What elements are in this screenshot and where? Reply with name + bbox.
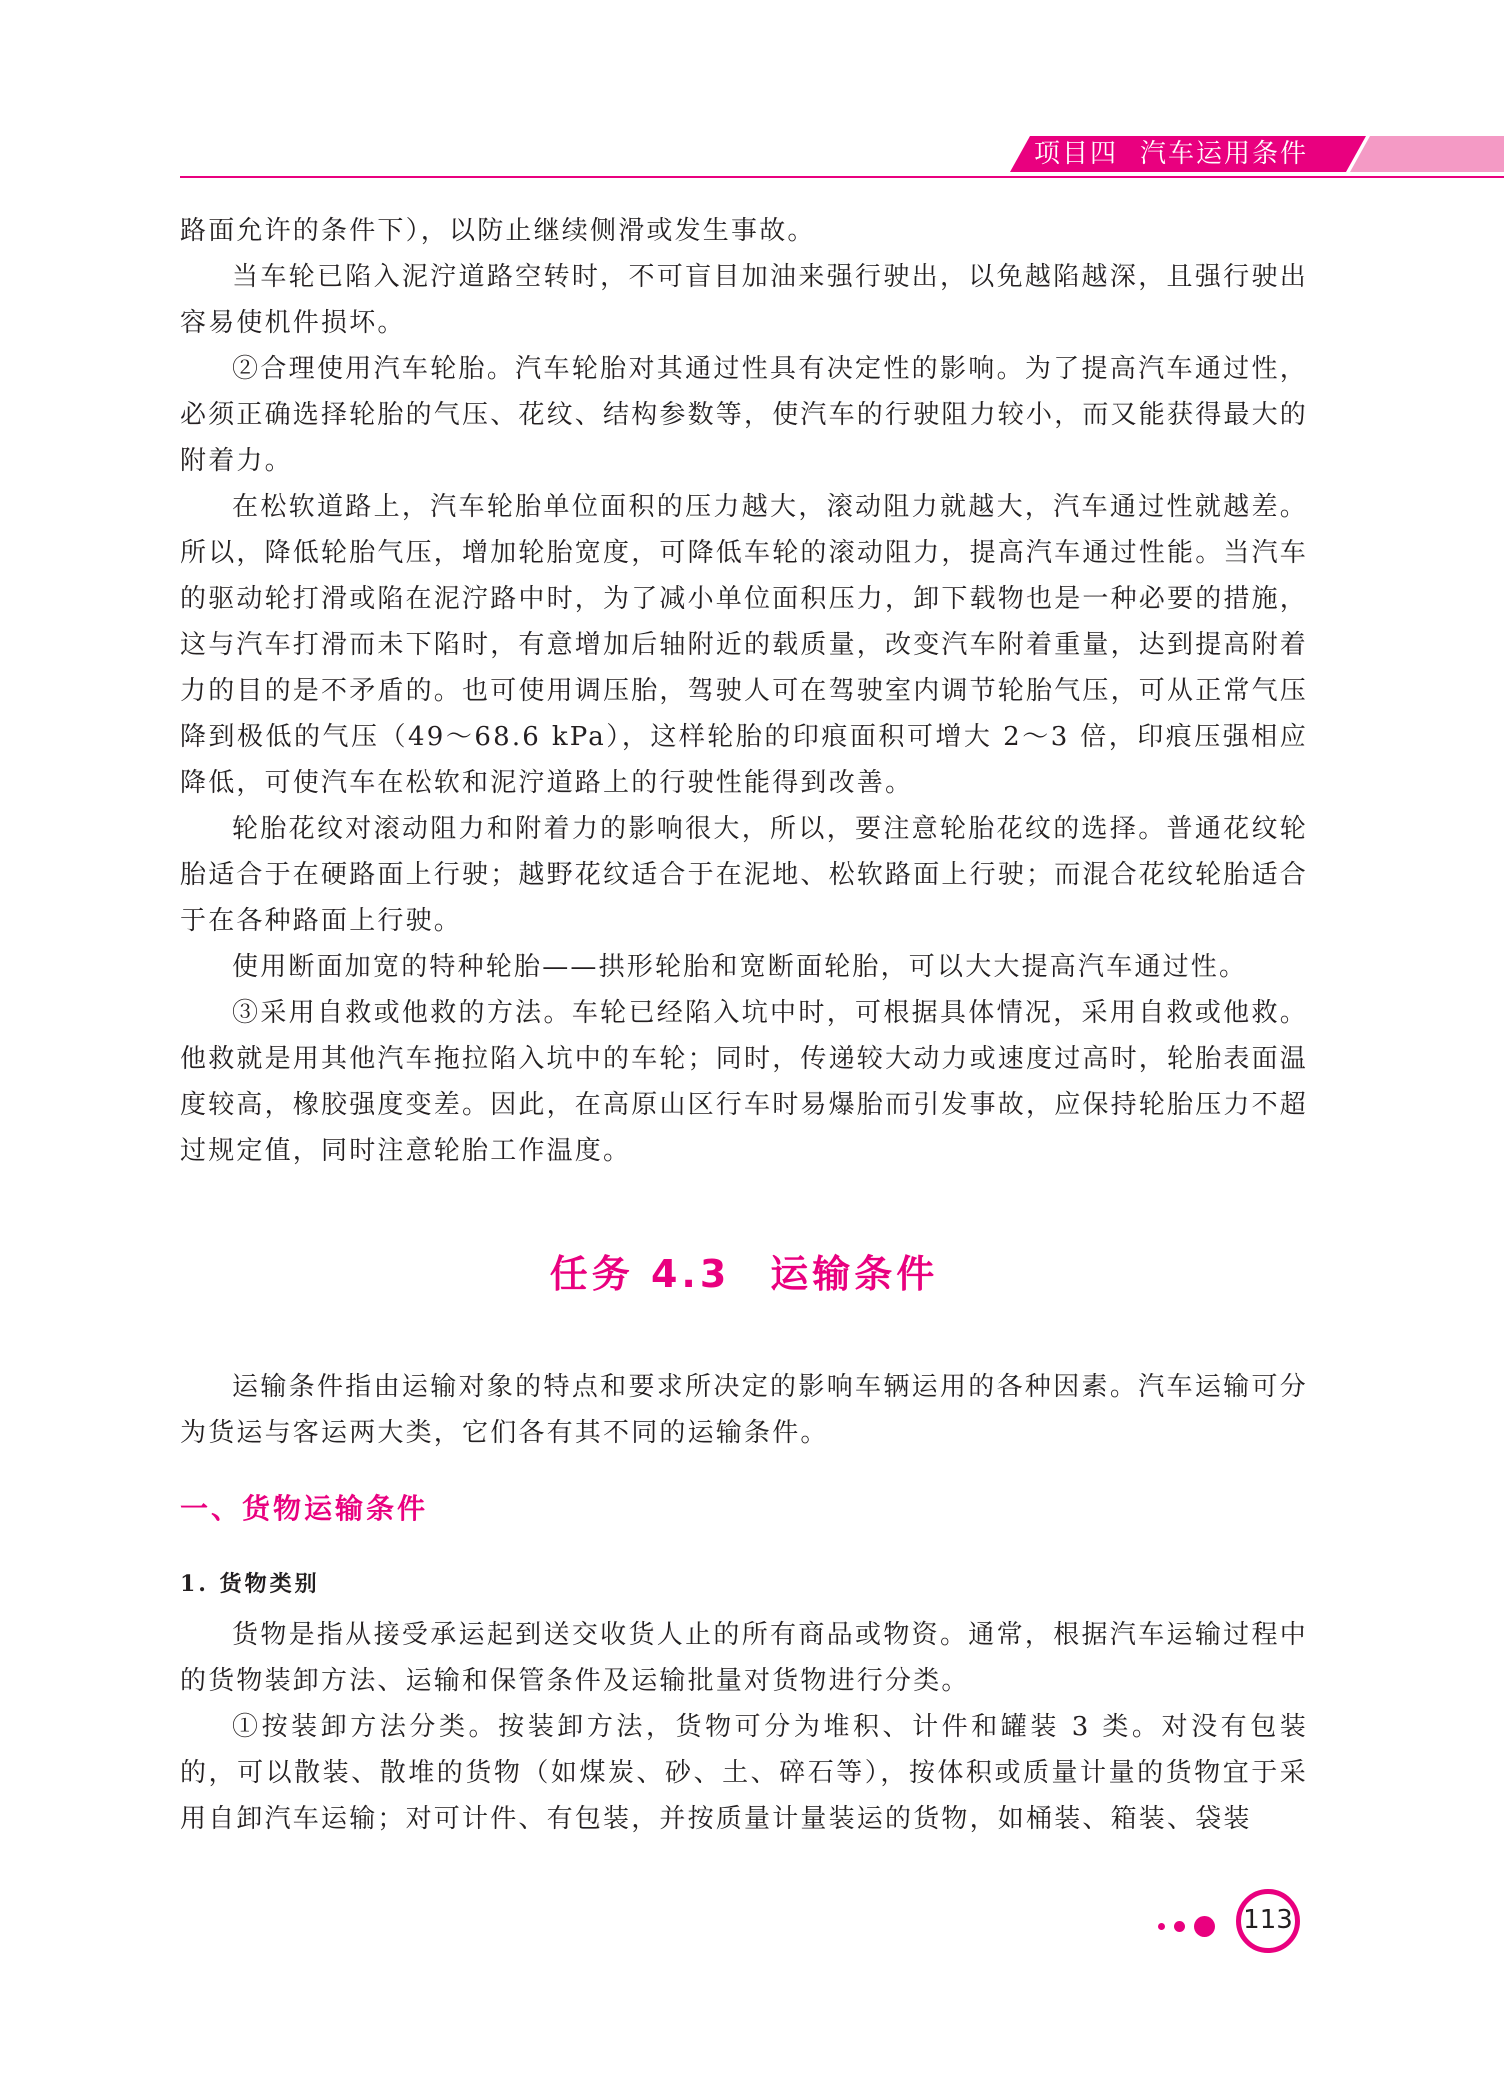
header-project: 项目四 (1034, 139, 1119, 169)
header-rule (180, 176, 1504, 178)
paragraph: ①按装卸方法分类。按装卸方法，货物可分为堆积、计件和罐装 3 类。对没有包装的，可以散装、散堆的货物（如煤炭、砂、土、碎石等），按体积或质量计量的货物宜于采用自卸汽车运输；对可计件、有包装，并按质量计量装运的货物，如桶装、箱装、袋装 (180, 1712, 1308, 1834)
header-banner-tail (1350, 136, 1504, 172)
dot-icon (1194, 1916, 1215, 1937)
header-chapter-title: 汽车运用条件 (1140, 139, 1309, 169)
paragraph: ③采用自救或他救的方法。车轮已经陷入坑中时，可根据具体情况，采用自救或他救。他救就是用其他汽车拖拉陷入坑中的车轮；同时，传递较大动力或速度过高时，轮胎表面温度较高，橡胶强度变差。因此，在高原山区行车时易爆胎而引发事故，应保持轮胎压力不超过规定值，同时注意轮胎工作温度。 (180, 998, 1309, 1166)
subsection-heading: 1. 货物类别 (180, 1571, 320, 1597)
paragraph: 使用断面加宽的特种轮胎——拱形轮胎和宽断面轮胎，可以大大提高汽车通过性。 (232, 952, 1248, 982)
paragraph: 在松软道路上，汽车轮胎单位面积的压力越大，滚动阻力就越大，汽车通过性就越差。所以，降低轮胎气压，增加轮胎宽度，可降低车轮的滚动阻力，提高汽车通过性能。当汽车的驱动轮打滑或陷在泥泞路中时，为了减小单位面积压力，卸下载物也是一种必要的措施，这与汽车打滑而未下陷时，有意增加后轴附近的载质量，改变汽车附着重量，达到提高附着力的目的是不矛盾的。也可使用调压胎，驾驶人可在驾驶室内调节轮胎气压，可从正常气压降到极低的气压（49～68.6 kPa），这样轮胎的印痕面积可增大 2～3 倍，印痕压强相应降低，可使汽车在松软和泥泞道路上的行驶性能得到改善。 (180, 492, 1309, 798)
intro-paragraph: 运输条件指由运输对象的特点和要求所决定的影响车辆运用的各种因素。汽车运输可分为货运与客运两大类，它们各有其不同的运输条件。 (180, 1372, 1308, 1448)
task-title: 运输条件 (770, 1252, 939, 1296)
section-heading: 一、货物运输条件 (180, 1492, 429, 1525)
page-number: 113 (1243, 1905, 1293, 1935)
page-content (180, 208, 1308, 1842)
paragraph: 当车轮已陷入泥泞道路空转时，不可盲目加油来强行驶出，以免越陷越深，且强行驶出容易使机件损坏。 (180, 262, 1308, 338)
paragraph: 轮胎花纹对滚动阻力和附着力的影响很大，所以，要注意轮胎花纹的选择。普通花纹轮胎适合于在硬路面上行驶；越野花纹适合于在泥地、松软路面上行驶；而混合花纹轮胎适合于在各种路面上行驶。 (180, 814, 1309, 936)
dot-icon (1174, 1921, 1185, 1932)
running-header (1034, 136, 1350, 172)
task-number: 任务 4.3 (549, 1252, 731, 1296)
paragraph: 货物是指从接受承运起到送交收货人止的所有商品或物资。通常，根据汽车运输过程中的货物装卸方法、运输和保管条件及运输批量对货物进行分类。 (180, 1620, 1308, 1696)
page-number-dots (1158, 1906, 1232, 1946)
paragraph: ②合理使用汽车轮胎。汽车轮胎对其通过性具有决定性的影响。为了提高汽车通过性，必须正确选择轮胎的气压、花纹、结构参数等，使汽车的行驶阻力较小，而又能获得最大的附着力。 (180, 354, 1309, 476)
dot-icon (1158, 1923, 1165, 1930)
paragraph-continuation: 路面允许的条件下），以防止继续侧滑或发生事故。 (180, 216, 816, 246)
task-heading (180, 1246, 1308, 1302)
